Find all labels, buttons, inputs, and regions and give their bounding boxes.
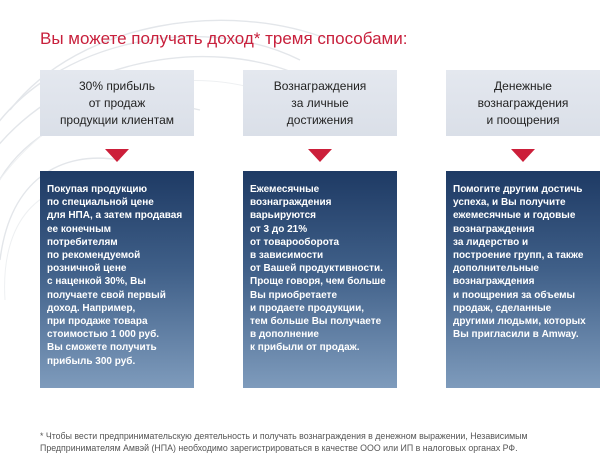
column-header (40, 70, 194, 136)
column-description: Покупая продукцию по специальной цене для НПА, а затем продавая ее конечным потребителям по рекомендуемой розничной цене с наценкой 30%, Вы получаете свой первый доход. Например, при продаже товара стоимостью 1 000 руб. Вы сможете получить прибыль 300 руб. (40, 171, 194, 388)
column-header (446, 70, 600, 136)
column-header-label: 30% прибыль от продаж продукции клиентам (59, 78, 175, 127)
column-header-label: Денежные вознаграждения и поощрения (477, 78, 569, 127)
down-arrow-icon (308, 149, 332, 162)
column-description: Помогите другим достичь успеха, и Вы получите ежемесячные и годовые вознаграждения за лидерство и построение групп, а также дополнительные вознаграждения и поощрения за объемы продаж, сделанные другими людьми, которых Вы пригласили в Amway. (446, 171, 600, 388)
column-header-label: Вознаграждения за личные достижения (273, 78, 367, 127)
column-header (243, 70, 397, 136)
income-column-rewards (446, 70, 600, 388)
income-column-achievements (243, 70, 397, 388)
down-arrow-icon (511, 149, 535, 162)
page-title: Вы можете получать доход* тремя способами: (40, 29, 408, 48)
footnote: * Чтобы вести предпринимательскую деятельность и получать вознаграждения в денежном выражении, Независимым Предпринимателям Амвэй (НПА) необходимо зарегистрироваться в качестве ООО или ИП в налоговых органах РФ. (40, 431, 528, 453)
column-description: Ежемесячные вознаграждения варьируются от 3 до 21% от товарооборота в зависимости от Вашей продуктивности. Проще говоря, чем больше Вы приобретаете и продаете продукции, тем больше Вы получаете в дополнение к прибыли от продаж. (243, 171, 397, 388)
down-arrow-icon (105, 149, 129, 162)
income-column-sales (40, 70, 194, 388)
